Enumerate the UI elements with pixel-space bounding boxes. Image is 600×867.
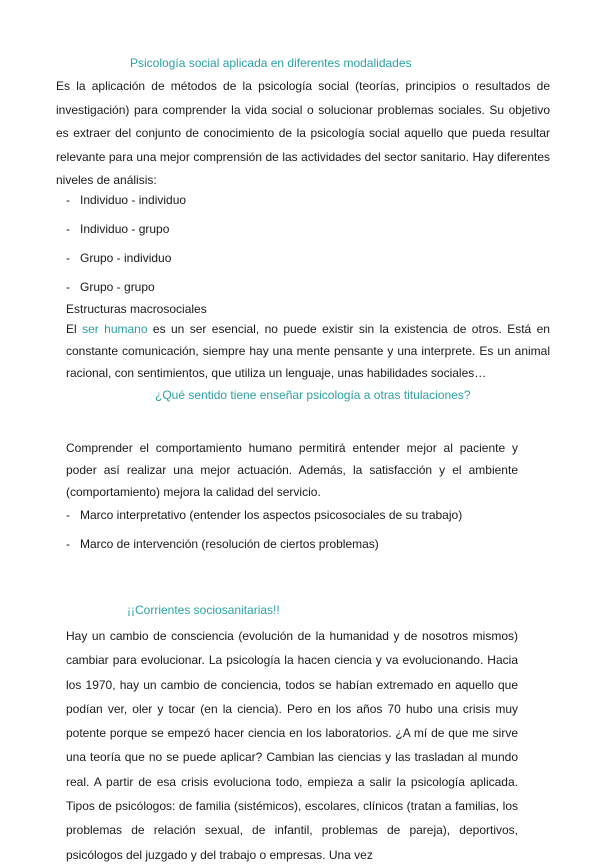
section2-paragraph: Comprender el comportamiento humano permitirá entender mejor al paciente y poder así realizar una mejor actuación. Además, la satisfacción y el ambiente (comportamiento) mejora la calidad del servicio. [66,441,518,499]
level-label: Grupo - grupo [80,280,155,294]
frame-label: Marco de intervención (resolución de ciertos problemas) [80,537,379,551]
human-paragraph [66,318,550,384]
level-label: Grupo - individuo [80,251,172,265]
frame-label: Marco interpretativo (entender los aspectos psicosociales de su trabajo) [80,508,463,522]
human-prefix: El [66,322,77,336]
level-label: Individuo - grupo [80,222,170,236]
section3-paragraph: Hay un cambio de consciencia (evolución de la humanidad y de nosotros mismos) cambiar para evolucionar. La psicología la hacen ciencia y va evolucionando. Hacia los 1970, hay un cambio de conciencia, todos se habían extremado en aquello que podían ver, oler y tocar (en la ciencia). Pero en los años 70 hubo una crisis muy potente porque se empezó hacer ciencia en los laboratorios. ¿A mí de que me sirve una teoría que no se puede aplicar? Cambian las ciencias y las trasladan al mundo real. A partir de esa crisis evoluciona todo, empieza a salir la psicología aplicada. Tipos de psicólogos: de familia (sistémicos), escolares, clínicos (tratan a familias, los problemas de relación sexual, de infantil, problemas de pareja), deportivos, psicólogos del juzgado y del trabajo o empresas. Una vez [66,629,518,862]
list-item [66,193,186,207]
human-link: ser humano [82,322,148,336]
dash-marker: - [66,508,70,522]
section1-intro: Es la aplicación de métodos de la psicología social (teorías, principios o resultados de investigación) para comprender la vida social o solucionar problemas sociales. Su objetivo es extraer del conjunto de conocimiento de la psicología social aquello que pueda resultar relevante para una mejor comprensión de las actividades del sector sanitario. Hay diferentes niveles de análisis: [56,79,550,188]
human-text: es un ser esencial, no puede existir sin la existencia de otros. Está en constante comunicación, siempre hay una mente pensante y una interprete. Es un animal racional, con sentimientos, que utiliza un lenguaje, unas habilidades sociales… [66,322,550,380]
list-item [66,508,462,522]
dash-marker: - [66,537,70,551]
level-label: Individuo - individuo [80,193,187,207]
list-item [66,251,171,265]
dash-marker: - [66,280,70,294]
dash-marker: - [66,251,70,265]
section2-heading: ¿Qué sentido tiene enseñar psicología a otras titulaciones? [155,388,471,402]
list-item [66,222,169,236]
dash-marker: - [66,193,70,207]
section1-heading: Psicología social aplicada en diferentes modalidades [130,56,412,70]
list-item [66,280,155,294]
dash-marker: - [66,222,70,236]
list-item [66,537,379,551]
macro-structures-label: Estructuras macrosociales [66,302,207,316]
section3-heading: ¡¡Corrientes sociosanitarias!! [127,603,280,617]
